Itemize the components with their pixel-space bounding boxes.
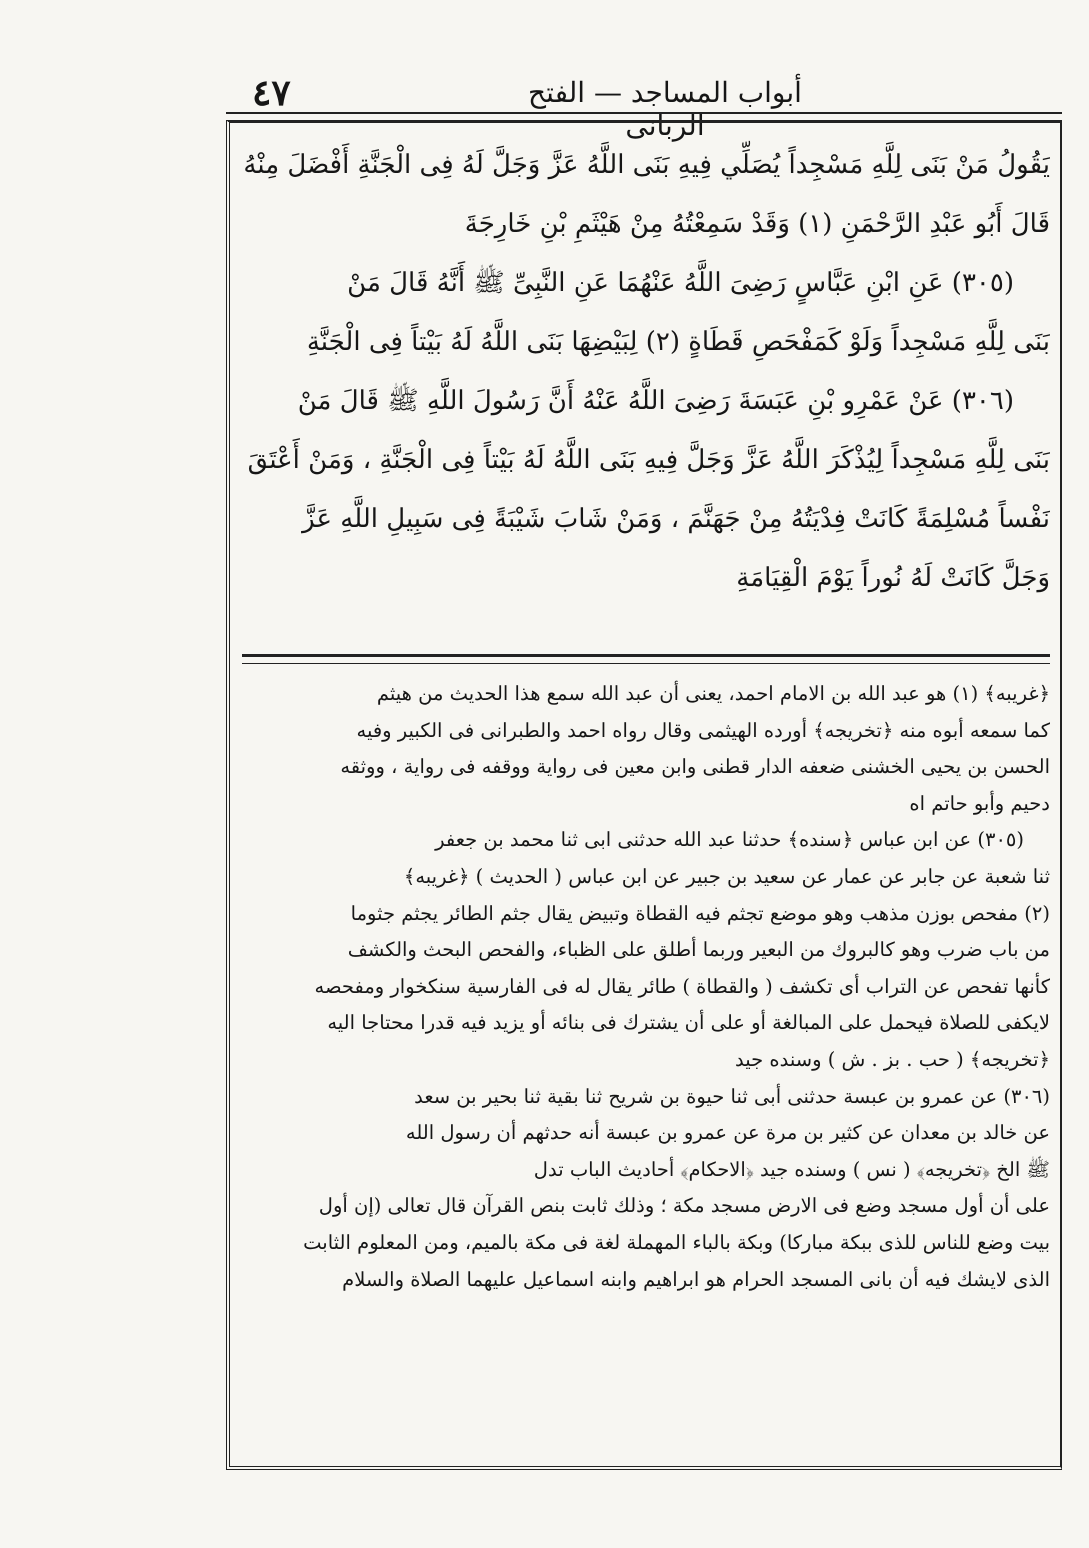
note-line-8: من باب ضرب وهو كالبروك من البعير وربما أطلق على الظباء، والفحص البحث والكشف: [347, 938, 1050, 962]
note-line-3: الحسن بن يحيى الخشنى ضعفه الدار قطنى وابن معين فى رواية ووقفه فى رواية ، ووثقه: [340, 755, 1050, 779]
note-line-6: ثنا شعبة عن جابر عن عمار عن سعيد بن جبير عن ابن عباس ( الحديث ) ﴿غريبه﴾: [403, 864, 1050, 888]
section-divider: [242, 654, 1050, 664]
note-line-16: بيت وضع للناس للذى ببكة مباركا) وبكة بالباء المهملة لغة فى مكة بالميم، ومن المعلوم الثابت: [303, 1230, 1050, 1254]
main-line-2: قَالَ أَبُو عَبْدِ الرَّحْمَنِ (١) وَقَدْ سَمِعْتُهُ مِنْ هَيْثَمِ بْنِ خَارِجَةَ: [464, 209, 1050, 239]
note-line-1: ﴿غريبه﴾ (١) هو عبد الله بن الامام احمد، يعنى أن عبد الله سمع هذا الحديث من هيثم: [376, 682, 1050, 705]
main-line-7: نَفْساً مُسْلِمَةً كَانَتْ فِدْيَتُهُ مِنْ جَهَنَّمَ ، وَمَنْ شَابَ شَيْبَةً فِى سَبِيلِ اللَّهِ عَزَّ: [302, 504, 1050, 534]
running-title: أبواب المساجد — الفتح الربانى: [528, 76, 802, 142]
note-line-9: كأنها تفحص عن التراب أى تكشف ( والقطاة ) طائر يقال له فى الفارسية سنكخوار ومفحصه: [314, 974, 1050, 998]
main-line-1: يَقُولُ مَنْ بَنَى لِلَّهِ مَسْجِداً يُصَلِّي فِيهِ بَنَى اللَّهُ عَزَّ وَجَلَّ لَهُ فِى الْجَنَّةِ أَفْضَلَ مِنْهُ: [243, 150, 1050, 180]
main-line-3: (٣٠٥) عَنِ ابْنِ عَبَّاسٍ رَضِىَ اللَّهُ عَنْهُمَا عَنِ النَّبِىِّ ﷺ أَنَّهُ قَالَ مَنْ: [347, 268, 1014, 298]
note-line-11: ﴿تخريجه﴾ ( حب . بز . ش ) وسنده جيد: [735, 1047, 1050, 1071]
main-line-8: وَجَلَّ كَانَتْ لَهُ نُوراً يَوْمَ الْقِيَامَةِ: [736, 563, 1050, 593]
note-line-10: لايكفى للصلاة فيحمل على المبالغة أو على أن يشترك فى بنائه أو يزيد فيه قدرا محتاجا اليه: [327, 1011, 1050, 1035]
note-line-7: (٢) مفحص بوزن مذهب وهو موضع تجثم فيه القطاة وتبيض يقال جثم الطائر يجثم جثوما: [350, 901, 1050, 925]
footnotes: [238, 676, 1050, 1298]
header-rule: [226, 112, 1062, 114]
note-line-15: على أن أول مسجد وضع فى الارض مسجد مكة ؛ وذلك ثابت بنص القرآن قال تعالى (إن أول: [318, 1194, 1050, 1218]
main-text: [238, 136, 1050, 608]
note-line-14: ﷺ الخ ﴿تخريجه﴾ ( نس ) وسنده جيد ﴿الاحكام﴾ أحاديث الباب تدل: [533, 1157, 1050, 1181]
note-line-4: دحيم وأبو حاتم اه: [909, 791, 1050, 815]
page-number: ٤٧: [252, 72, 291, 114]
note-line-2: كما سمعه أبوه منه ﴿تخريجه﴾ أورده الهيثمى وقال رواه احمد والطبرانى فى الكبير وفيه: [356, 718, 1050, 742]
note-line-13: عن خالد بن معدان عن كثير بن مرة عن عمرو بن عبسة أنه حدثهم أن رسول الله: [405, 1121, 1050, 1145]
main-line-6: بَنَى لِلَّهِ مَسْجِداً لِيُذْكَرَ اللَّهُ عَزَّ وَجَلَّ فِيهِ بَنَى اللَّهُ لَهُ بَيْتاً فِى الْجَنَّةِ ، وَمَنْ أَعْتَقَ: [247, 445, 1050, 475]
main-line-5: (٣٠٦) عَنْ عَمْرِو بْنِ عَبَسَةَ رَضِىَ اللَّهُ عَنْهُ أَنَّ رَسُولَ اللَّهِ ﷺ قَالَ مَنْ: [297, 386, 1014, 416]
note-line-12: (٣٠٦) عن عمرو بن عبسة حدثنى أبى ثنا حيوة بن شريح ثنا بقية ثنا بحير بن سعد: [414, 1084, 1050, 1108]
note-line-5: (٣٠٥) عن ابن عباس ﴿سنده﴾ حدثنا عبد الله حدثنى ابى ثنا محمد بن جعفر: [435, 828, 1024, 852]
note-line-17: الذى لايشك فيه أن بانى المسجد الحرام هو ابراهيم وابنه اسماعيل عليهما الصلاة والسلام: [342, 1267, 1050, 1291]
main-line-4: بَنَى لِلَّهِ مَسْجِداً وَلَوْ كَمَفْحَصِ قَطَاةٍ (٢) لِبَيْضِهَا بَنَى اللَّهُ لَهُ بَيْتاً فِى الْجَنَّةِ: [306, 327, 1050, 357]
